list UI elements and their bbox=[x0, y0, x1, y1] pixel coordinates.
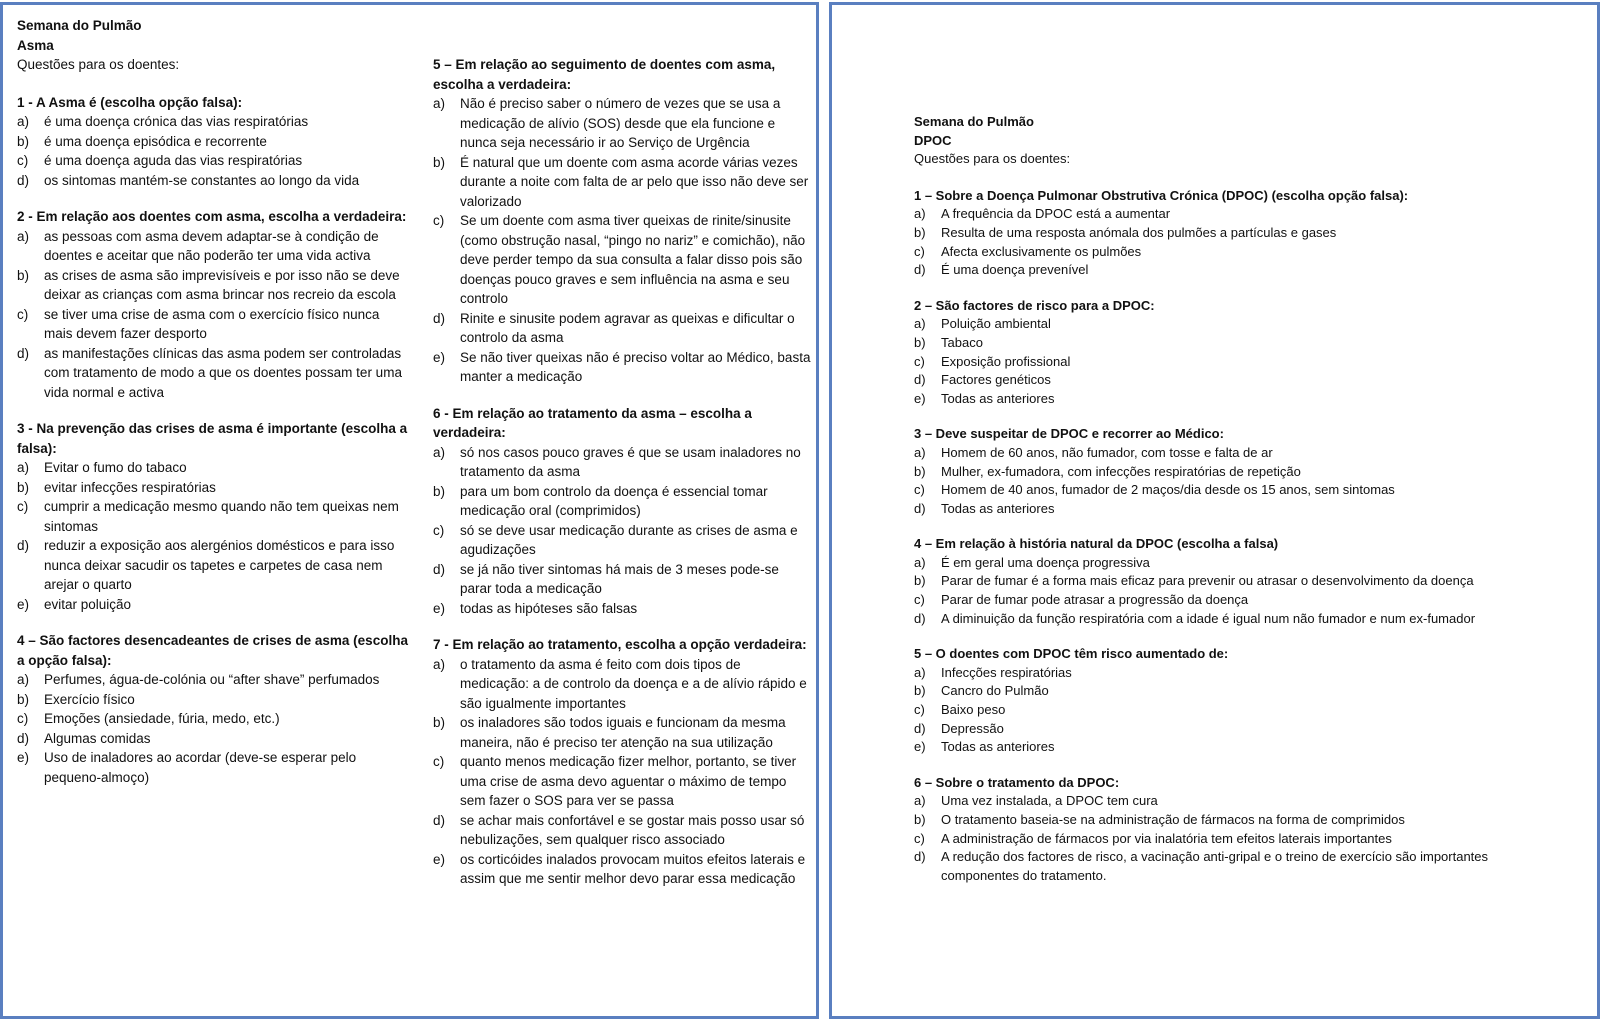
option-letter: a) bbox=[914, 664, 926, 680]
answer-option bbox=[17, 132, 409, 152]
option-text: Uma vez instalada, a DPOC tem cura bbox=[941, 793, 1158, 809]
answer-option bbox=[433, 752, 811, 811]
dpoc-panel bbox=[829, 2, 1600, 1019]
answer-option bbox=[433, 521, 811, 560]
answer-option bbox=[17, 748, 409, 787]
option-letter: d) bbox=[914, 720, 926, 736]
question-title: 4 – Em relação à história natural da DPOC (escolha a falsa) bbox=[914, 536, 1279, 552]
option-letter: d) bbox=[433, 812, 446, 828]
option-letter: d) bbox=[17, 730, 30, 746]
option-letter: b) bbox=[433, 154, 446, 170]
question-title: 7 - Em relação ao tratamento, escolha a opção verdadeira: bbox=[433, 637, 807, 652]
answer-option bbox=[914, 444, 1529, 463]
answer-option bbox=[433, 443, 811, 482]
asma-panel bbox=[0, 2, 819, 1019]
option-text: Parar de fumar pode atrasar a progressão da doença bbox=[941, 592, 1249, 608]
answer-option bbox=[914, 792, 1529, 811]
option-text: Mulher, ex-fumadora, com infecções respiratórias de repetição bbox=[941, 463, 1301, 479]
option-letter: d) bbox=[433, 310, 446, 326]
answer-option bbox=[17, 151, 409, 171]
answer-option bbox=[433, 348, 811, 387]
answer-option bbox=[914, 554, 1529, 573]
question-title: 6 - Em relação ao tratamento da asma – escolha a verdadeira: bbox=[433, 405, 752, 440]
dpoc-event-title: Semana do Pulmão bbox=[914, 114, 1034, 129]
answer-option bbox=[914, 738, 1529, 757]
answer-option bbox=[433, 850, 811, 889]
option-text: Depressão bbox=[941, 720, 1004, 736]
question-title: 5 – Em relação ao seguimento de doentes com asma, escolha a verdadeira: bbox=[433, 57, 776, 92]
question-title: 6 – Sobre o tratamento da DPOC: bbox=[914, 774, 1120, 790]
answer-option bbox=[17, 344, 409, 403]
option-text: O tratamento baseia-se na administração de fármacos na forma de comprimidos bbox=[941, 812, 1405, 827]
option-letter: e) bbox=[17, 750, 30, 765]
option-text: Perfumes, água-de-colónia ou “after shave” perfumados bbox=[44, 672, 380, 687]
option-letter: b) bbox=[914, 334, 926, 350]
answer-option bbox=[433, 211, 811, 309]
asma-column-2 bbox=[433, 55, 811, 889]
question-title: 2 – São factores de risco para a DPOC: bbox=[914, 297, 1155, 313]
option-text: é uma doença aguda das vias respiratórias bbox=[44, 153, 303, 168]
asma-topic-title: Asma bbox=[17, 37, 54, 53]
answer-option bbox=[914, 811, 1529, 830]
option-text: A diminuição da função respiratória com a idade é igual num não fumador e num ex-fumador bbox=[941, 610, 1476, 626]
option-text: Todas as anteriores bbox=[941, 500, 1055, 516]
answer-option bbox=[17, 595, 409, 615]
answer-option bbox=[17, 112, 409, 132]
option-letter: b) bbox=[914, 463, 926, 479]
question-title: 5 – O doentes com DPOC têm risco aumentado de: bbox=[914, 646, 1229, 662]
question-block bbox=[433, 404, 811, 619]
option-letter: a) bbox=[914, 206, 926, 222]
answer-option bbox=[433, 153, 811, 212]
option-letter: c) bbox=[914, 482, 925, 498]
answer-option bbox=[914, 664, 1529, 683]
option-letter: b) bbox=[914, 683, 926, 699]
option-text: para um bom controlo da doença é essencial tomar medicação oral (comprimidos) bbox=[460, 483, 768, 518]
option-letter: c) bbox=[433, 522, 445, 538]
option-text: Tabaco bbox=[941, 334, 983, 350]
question-block bbox=[433, 55, 811, 387]
answer-option bbox=[17, 536, 409, 595]
answer-option bbox=[17, 266, 409, 305]
option-letter: d) bbox=[914, 500, 926, 516]
option-letter: d) bbox=[914, 262, 926, 278]
option-letter: b) bbox=[914, 573, 926, 589]
option-letter: e) bbox=[17, 596, 30, 612]
answer-option bbox=[17, 497, 409, 536]
answer-option bbox=[914, 315, 1529, 334]
option-letter: d) bbox=[17, 345, 30, 361]
option-text: só se deve usar medicação durante as crises de asma e agudizações bbox=[460, 522, 798, 557]
option-text: só nos casos pouco graves é que se usam inaladores no tratamento da asma bbox=[460, 444, 801, 479]
option-letter: a) bbox=[17, 460, 30, 475]
option-letter: a) bbox=[433, 656, 446, 672]
option-text: as crises de asma são imprevisíveis e por isso não se deve deixar as crianças com asma brincar nos recreio da escola bbox=[44, 267, 400, 302]
option-letter: a) bbox=[914, 444, 926, 460]
option-text: cumprir a medicação mesmo quando não tem queixas nem sintomas bbox=[44, 499, 399, 534]
option-text: as pessoas com asma devem adaptar-se à condição de doentes e aceitar que não poderão ter uma vida activa bbox=[44, 228, 379, 263]
option-letter: d) bbox=[17, 538, 30, 553]
option-text: se tiver uma crise de asma com o exercício físico nunca mais devem fazer desporto bbox=[44, 306, 380, 341]
answer-option bbox=[914, 463, 1529, 482]
option-text: Exposição profissional bbox=[941, 353, 1071, 369]
answer-option bbox=[433, 94, 811, 153]
option-text: Resulta de uma resposta anómala dos pulmões a partículas e gases bbox=[941, 224, 1337, 240]
option-letter: b) bbox=[17, 133, 30, 149]
option-letter: c) bbox=[914, 830, 925, 846]
option-text: todas as hipóteses são falsas bbox=[460, 600, 638, 616]
option-letter: e) bbox=[914, 390, 926, 406]
question-block bbox=[17, 93, 409, 191]
option-letter: c) bbox=[433, 213, 445, 228]
answer-option bbox=[433, 482, 811, 521]
question-title: 3 - Na prevenção das crises de asma é importante (escolha a falsa): bbox=[17, 421, 408, 456]
dpoc-column bbox=[914, 113, 1529, 885]
question-block bbox=[17, 207, 409, 402]
option-letter: b) bbox=[17, 479, 30, 495]
option-letter: e) bbox=[433, 349, 446, 365]
answer-option bbox=[914, 830, 1529, 849]
option-letter: e) bbox=[914, 739, 926, 755]
option-letter: c) bbox=[914, 353, 925, 369]
question-block bbox=[914, 297, 1529, 409]
answer-option bbox=[914, 500, 1529, 519]
option-letter: a) bbox=[914, 316, 926, 332]
option-letter: c) bbox=[17, 711, 29, 726]
answer-option bbox=[914, 334, 1529, 353]
answer-option bbox=[17, 227, 409, 266]
option-text: É em geral uma doença progressiva bbox=[941, 554, 1150, 570]
option-letter: c) bbox=[914, 702, 925, 718]
question-block bbox=[17, 419, 409, 614]
answer-option bbox=[914, 224, 1529, 243]
answer-option bbox=[914, 701, 1529, 720]
option-text: Exercício físico bbox=[44, 691, 135, 707]
option-text: A frequência da DPOC está a aumentar bbox=[941, 206, 1171, 222]
option-letter: b) bbox=[433, 483, 446, 499]
option-text: Baixo peso bbox=[941, 702, 1006, 718]
answer-option bbox=[17, 478, 409, 498]
option-text: se achar mais confortável e se gostar mais posso usar só nebulizações, sem qualquer risco associado bbox=[460, 812, 805, 847]
option-text: é uma doença crónica das vias respiratórias bbox=[44, 114, 309, 129]
option-letter: b) bbox=[433, 715, 446, 730]
option-text: Homem de 40 anos, fumador de 2 maços/dia desde os 15 anos, sem sintomas bbox=[941, 482, 1395, 498]
option-letter: a) bbox=[433, 96, 446, 111]
answer-option bbox=[17, 690, 409, 710]
question-title: 2 - Em relação aos doentes com asma, escolha a verdadeira: bbox=[17, 209, 407, 224]
option-text: Poluição ambiental bbox=[941, 316, 1051, 332]
option-letter: a) bbox=[17, 114, 30, 129]
option-letter: c) bbox=[914, 243, 925, 259]
answer-option bbox=[17, 458, 409, 478]
answer-option bbox=[914, 481, 1529, 500]
option-text: quanto menos medicação fizer melhor, portanto, se tiver uma crise de asma devo aguentar o máximo de tempo sem fazer o SOS para ver se passa bbox=[460, 754, 797, 808]
question-block bbox=[17, 631, 409, 787]
option-text: é uma doença episódica e recorrente bbox=[44, 133, 267, 149]
answer-option bbox=[914, 848, 1529, 885]
answer-option bbox=[914, 371, 1529, 390]
option-text: se já não tiver sintomas há mais de 3 meses pode-se parar toda a medicação bbox=[460, 561, 779, 596]
option-text: Se não tiver queixas não é preciso voltar ao Médico, basta manter a medicação bbox=[460, 349, 811, 384]
option-letter: a) bbox=[433, 444, 446, 460]
answer-option bbox=[914, 610, 1529, 629]
question-block bbox=[914, 535, 1529, 628]
dpoc-topic-title: DPOC bbox=[914, 132, 952, 148]
answer-option bbox=[914, 390, 1529, 409]
option-letter: a) bbox=[17, 228, 30, 244]
option-text: Cancro do Pulmão bbox=[941, 683, 1049, 699]
option-text: os sintomas mantém-se constantes ao longo da vida bbox=[44, 172, 360, 188]
asma-subtitle: Questões para os doentes: bbox=[17, 57, 180, 72]
option-letter: d) bbox=[17, 172, 30, 188]
option-text: Se um doente com asma tiver queixas de rinite/sinusite (como obstrução nasal, “pingo no nariz” e comichão), não deve perder tempo da sua consulta a falar disso pois são doenças pouco graves e sem influência na asma e seu controlo bbox=[460, 213, 806, 306]
option-letter: c) bbox=[17, 153, 29, 168]
option-letter: c) bbox=[433, 754, 445, 769]
option-text: as manifestações clínicas das asma podem ser controladas com tratamento de modo a que os doentes possam ter uma vida normal e activa bbox=[44, 345, 402, 400]
question-block bbox=[914, 774, 1529, 886]
option-letter: c) bbox=[914, 592, 925, 608]
option-letter: b) bbox=[17, 267, 30, 283]
answer-option bbox=[433, 560, 811, 599]
question-title: 3 – Deve suspeitar de DPOC e recorrer ao Médico: bbox=[914, 426, 1224, 442]
option-text: Factores genéticos bbox=[941, 372, 1051, 388]
option-text: Emoções (ansiedade, fúria, medo, etc.) bbox=[44, 711, 280, 726]
answer-option bbox=[914, 243, 1529, 262]
asma-event-title: Semana do Pulmão bbox=[17, 18, 142, 33]
option-text: Homem de 60 anos, não fumador, com tosse e falta de ar bbox=[941, 444, 1273, 460]
answer-option bbox=[433, 655, 811, 714]
option-text: Infecções respiratórias bbox=[941, 664, 1072, 680]
option-letter: c) bbox=[17, 499, 29, 514]
answer-option bbox=[17, 305, 409, 344]
option-text: Afecta exclusivamente os pulmões bbox=[941, 243, 1142, 259]
option-text: É natural que um doente com asma acorde várias vezes durante a noite com falta de ar pelo que isso não deve ser valorizado bbox=[460, 154, 809, 209]
question-title: 1 - A Asma é (escolha opção falsa): bbox=[17, 94, 243, 110]
option-text: Uso de inaladores ao acordar (deve-se esperar pelo pequeno-almoço) bbox=[44, 750, 357, 785]
question-block bbox=[914, 645, 1529, 757]
asma-column-1 bbox=[17, 16, 409, 787]
option-text: Não é preciso saber o número de vezes que se usa a medicação de alívio (SOS) desde que ela funcione e nunca seja necessário ir ao Serviço de Urgência bbox=[460, 96, 781, 150]
option-text: evitar infecções respiratórias bbox=[44, 479, 216, 495]
question-block bbox=[914, 425, 1529, 518]
answer-option bbox=[17, 670, 409, 690]
answer-option bbox=[914, 591, 1529, 610]
option-text: os corticóides inalados provocam muitos efeitos laterais e assim que me sentir melhor devo parar essa medicação bbox=[460, 851, 806, 886]
option-text: evitar poluição bbox=[44, 596, 132, 612]
option-text: reduzir a exposição aos alergénios domésticos e para isso nunca deixar sacudir os tapetes e carpetes de casa nem arejar o quarto bbox=[44, 538, 395, 592]
option-text: o tratamento da asma é feito com dois tipos de medicação: a de controlo da doença e a de alívio rápido e são igualmente importantes bbox=[460, 656, 807, 711]
option-letter: e) bbox=[433, 600, 446, 616]
option-letter: b) bbox=[914, 812, 926, 827]
option-letter: d) bbox=[914, 610, 926, 626]
option-letter: a) bbox=[914, 793, 926, 809]
answer-option bbox=[433, 599, 811, 619]
option-text: A redução dos factores de risco, a vacinação anti-gripal e o treino de exercício são importantes componentes do tratamento. bbox=[941, 849, 1489, 883]
option-text: os inaladores são todos iguais e funcionam da mesma maneira, não é preciso ter atenção na sua utilização bbox=[460, 715, 786, 750]
dpoc-subtitle: Questões para os doentes: bbox=[914, 151, 1071, 167]
answer-option bbox=[433, 713, 811, 752]
answer-option bbox=[914, 572, 1529, 591]
answer-option bbox=[17, 171, 409, 191]
question-block bbox=[433, 635, 811, 889]
answer-option bbox=[914, 682, 1529, 701]
answer-option bbox=[433, 309, 811, 348]
answer-option bbox=[914, 720, 1529, 739]
option-letter: c) bbox=[17, 306, 29, 322]
option-text: Rinite e sinusite podem agravar as queixas e dificultar o controlo da asma bbox=[460, 310, 795, 345]
answer-option bbox=[17, 729, 409, 749]
answer-option bbox=[17, 709, 409, 729]
option-letter: b) bbox=[914, 224, 926, 240]
option-text: Todas as anteriores bbox=[941, 390, 1055, 406]
answer-option bbox=[914, 261, 1529, 280]
option-letter: e) bbox=[433, 851, 446, 867]
option-letter: a) bbox=[914, 554, 926, 570]
option-text: Algumas comidas bbox=[44, 730, 151, 746]
answer-option bbox=[914, 205, 1529, 224]
option-letter: b) bbox=[17, 691, 30, 707]
option-letter: d) bbox=[433, 561, 446, 577]
option-text: A administração de fármacos por via inalatória tem efeitos laterais importantes bbox=[941, 830, 1392, 846]
question-title: 1 – Sobre a Doença Pulmonar Obstrutiva Crónica (DPOC) (escolha opção falsa): bbox=[914, 187, 1409, 203]
option-text: Todas as anteriores bbox=[941, 739, 1055, 755]
option-letter: d) bbox=[914, 372, 926, 388]
option-text: Parar de fumar é a forma mais eficaz para prevenir ou atrasar o desenvolvimento da doença bbox=[941, 573, 1474, 589]
question-block bbox=[914, 187, 1529, 280]
answer-option bbox=[433, 811, 811, 850]
option-text: É uma doença prevenível bbox=[941, 262, 1089, 278]
option-letter: a) bbox=[17, 672, 30, 687]
option-text: Evitar o fumo do tabaco bbox=[44, 460, 187, 475]
question-title: 4 – São factores desencadeantes de crises de asma (escolha a opção falsa): bbox=[17, 633, 408, 668]
answer-option bbox=[914, 353, 1529, 372]
option-letter: d) bbox=[914, 849, 926, 865]
